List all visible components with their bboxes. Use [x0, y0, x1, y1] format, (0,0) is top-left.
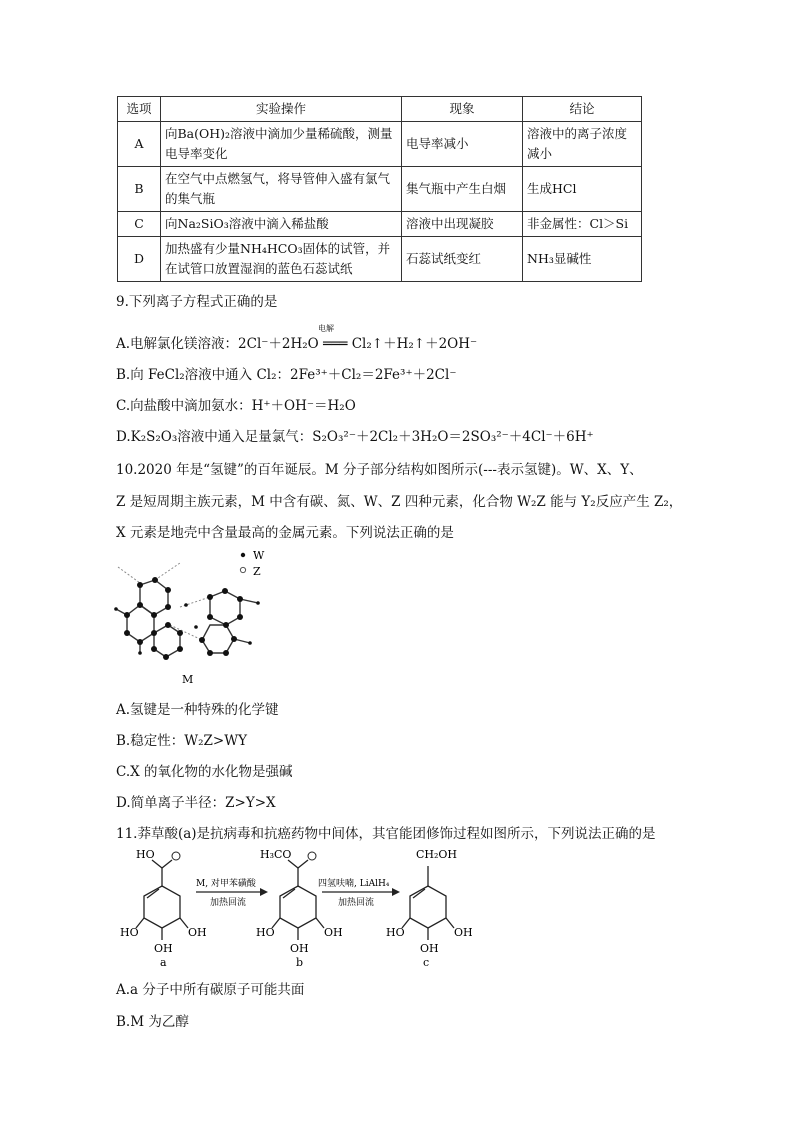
- row-operation: 加热盛有少量NH₄HCO₃固体的试管，并在试管口放置湿润的蓝色石蕊试纸: [161, 237, 402, 282]
- legend-z-label: Z: [253, 565, 261, 578]
- molecule-c-oh-right: OH: [454, 926, 473, 939]
- q10-stem-line3: X 元素是地壳中含量最高的金属元素。下列说法正确的是: [116, 525, 454, 541]
- row-phenomenon: 电导率减小: [402, 122, 523, 167]
- q10-stem-line1: 10.2020 年是“氢键”的百年诞辰。M 分子部分结构如图所示(‑‑‑表示氢键)。W、X、Y、: [116, 462, 643, 478]
- header-option: 选项: [118, 97, 161, 122]
- molecule-c-ch2oh-top: CH₂OH: [416, 848, 458, 861]
- table-row: [118, 122, 642, 167]
- molecule-c-label: c: [423, 956, 430, 969]
- row-option: D: [118, 237, 161, 282]
- q11-option-b: B.M 为乙醇: [116, 1014, 189, 1030]
- molecule-b-oh-right: OH: [324, 926, 343, 939]
- molecule-c-ho-left: HO: [386, 926, 405, 939]
- q9-option-a: A.电解氯化镁溶液：2Cl⁻＋2H₂O ═══ Cl₂↑＋H₂↑＋2OH⁻: [116, 336, 478, 352]
- row-operation: 向Ba(OH)₂溶液中滴加少量稀硫酸，测量电导率变化: [161, 122, 402, 167]
- q9-stem: 9.下列离子方程式正确的是: [116, 294, 278, 310]
- q11-option-a: A.a 分子中所有碳原子可能共面: [116, 982, 305, 998]
- row-option: B: [118, 167, 161, 212]
- row-phenomenon: 石蕊试纸变红: [402, 237, 523, 282]
- legend-z-dot: [240, 567, 245, 572]
- molecule-c: [402, 866, 454, 940]
- experiment-table: [117, 96, 642, 282]
- atoms: [114, 577, 260, 660]
- molecule-b-h3co-top: H₃CO: [260, 848, 292, 861]
- table-header-row: [118, 97, 642, 122]
- molecule-b-ho-left: HO: [256, 926, 275, 939]
- molecule-b-carbonyl-o: [308, 852, 316, 860]
- table-row: [118, 237, 642, 282]
- table-row: [118, 167, 642, 212]
- arrow2-bottom-label: 加热回流: [338, 898, 375, 908]
- legend-w-label: W: [253, 549, 265, 562]
- molecule-a-carbonyl-o: [172, 852, 180, 860]
- molecule-b: [272, 860, 324, 940]
- molecule-a-ho-left: HO: [120, 926, 139, 939]
- row-conclusion: 生成HCl: [523, 167, 642, 212]
- q10-option-a: A.氢键是一种特殊的化学键: [116, 702, 279, 718]
- q9-option-d: D.K₂S₂O₃溶液中通入足量氯气：S₂O₃²⁻＋2Cl₂＋3H₂O＝2SO₃²⁻＋4Cl⁻＋6H⁺: [116, 429, 594, 445]
- q9-option-b: B.向 FeCl₂溶液中通入 Cl₂：2Fe³⁺＋Cl₂＝2Fe³⁺＋2Cl⁻: [116, 367, 457, 383]
- molecule-a-ho-top: HO: [136, 848, 155, 861]
- q11-stem: 11.莽草酸(a)是抗病毒和抗癌药物中间体，其官能团修饰过程如图所示，下列说法正确的是: [116, 826, 656, 842]
- molecule-b-label: b: [296, 956, 304, 969]
- header-conclusion: 结论: [523, 97, 642, 122]
- q10-option-d: D.简单离子半径：Z>Y>X: [116, 795, 276, 811]
- row-option: C: [118, 212, 161, 237]
- row-conclusion: NH₃显碱性: [523, 237, 642, 282]
- molecule-b-oh-bottom: OH: [290, 942, 309, 955]
- arrow1-top-label: M, 对甲苯磺酸: [196, 879, 256, 889]
- q10-stem-line2: Z 是短周期主族元素，M 中含有碳、氮、W、Z 四种元素，化合物 W₂Z 能与 Y₂反应产生 Z₂，: [116, 494, 683, 510]
- header-operation: 实验操作: [161, 97, 402, 122]
- molecule-a-oh-right: OH: [188, 926, 207, 939]
- arrow1-head: [260, 888, 268, 896]
- row-operation: 在空气中点燃氢气，将导管伸入盛有氯气的集气瓶: [161, 167, 402, 212]
- row-phenomenon: 溶液中出现凝胶: [402, 212, 523, 237]
- legend-w-dot: [241, 553, 245, 557]
- arrow2-head: [392, 888, 400, 896]
- molecule-a: [136, 860, 188, 940]
- molecule-m-figure: [110, 545, 290, 685]
- arrow2-top-label: 四氢呋喃, LiAlH₄: [318, 879, 390, 889]
- arrow1-bottom-label: 加热回流: [210, 898, 247, 908]
- molecule-c-oh-bottom: OH: [420, 942, 439, 955]
- q9-option-c: C.向盐酸中滴加氨水：H⁺＋OH⁻＝H₂O: [116, 398, 356, 414]
- row-conclusion: 溶液中的离子浓度减小: [523, 122, 642, 167]
- row-option: A: [118, 122, 161, 167]
- reaction-scheme: [110, 842, 510, 970]
- q10-option-c: C.X 的氧化物的水化物是强碱: [116, 764, 293, 780]
- row-conclusion: 非金属性：Cl＞Si: [523, 212, 642, 237]
- molecule-a-label: a: [160, 956, 167, 969]
- electrolysis-label: 电解: [318, 324, 334, 333]
- row-phenomenon: 集气瓶中产生白烟: [402, 167, 523, 212]
- row-operation: 向Na₂SiO₃溶液中滴入稀盐酸: [161, 212, 402, 237]
- molecule-a-oh-bottom: OH: [154, 942, 173, 955]
- header-phenomenon: 现象: [402, 97, 523, 122]
- table-row: [118, 212, 642, 237]
- q10-option-b: B.稳定性：W₂Z>WY: [116, 733, 247, 749]
- molecule-m-label: M: [182, 673, 194, 685]
